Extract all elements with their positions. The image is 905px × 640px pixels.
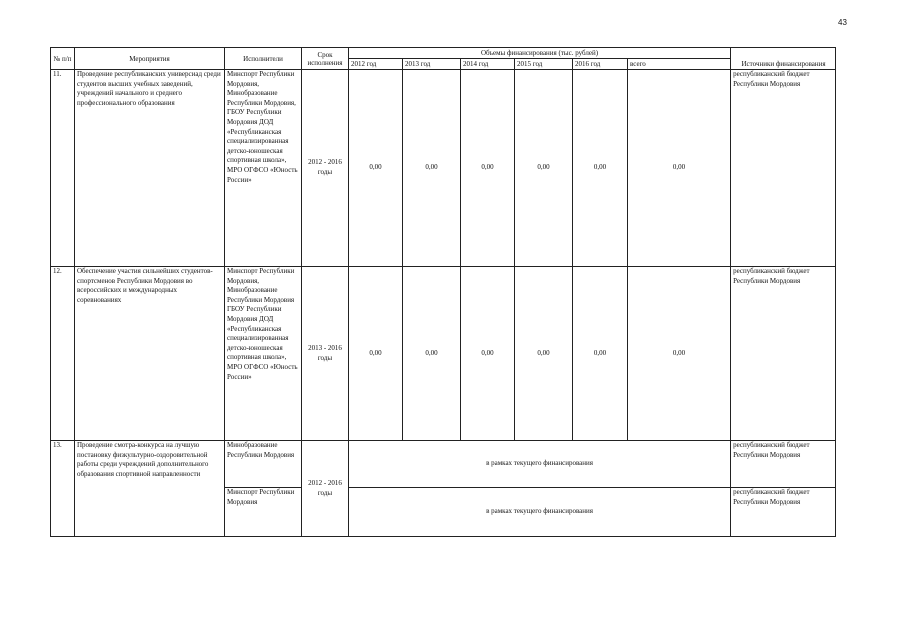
header-year-2014: 2014 год: [461, 59, 515, 70]
row-num: 13.: [51, 441, 75, 537]
header-row-1: [51, 48, 836, 59]
value-2015: 0,00: [515, 70, 573, 267]
funding-note: в рамках текущего финансирования: [349, 488, 731, 537]
value-2013: 0,00: [403, 70, 461, 267]
row-executors: Минспорт Республики Мордовия, Минобразование Республики Мордовия ГБОУ Республики Мордовия ДОД «Республиканская специализированная детско-юношеская спортивная школа», МРО ОГФСО «Юность России»: [225, 267, 302, 441]
value-2014: 0,00: [461, 70, 515, 267]
row-activity: Обеспечение участия сильнейших студентов-спортсменов Республики Мордовия во всероссийских и международных соревнованиях: [75, 267, 225, 441]
table-row: [51, 441, 836, 488]
header-year-2013: 2013 год: [403, 59, 461, 70]
value-2014: 0,00: [461, 267, 515, 441]
row-source: республиканский бюджет Республики Мордовия: [731, 70, 836, 267]
value-total: 0,00: [628, 267, 731, 441]
row-term: 2013 - 2016 годы: [302, 267, 349, 441]
value-2016: 0,00: [573, 267, 628, 441]
header-year-2012: 2012 год: [349, 59, 403, 70]
header-sources-top: [731, 48, 836, 59]
funding-table: [50, 47, 836, 537]
header-sources: Источники финансирования: [731, 59, 836, 70]
value-total: 0,00: [628, 70, 731, 267]
table-row: [51, 70, 836, 267]
row-source: республиканский бюджет Республики Мордовия: [731, 488, 836, 537]
value-2015: 0,00: [515, 267, 573, 441]
value-2016: 0,00: [573, 70, 628, 267]
table-row: [51, 267, 836, 441]
header-total: всего: [628, 59, 731, 70]
row-executors: Минспорт Республики Мордовия, Минобразование Республики Мордовия, ГБОУ Республики Мордовия ДОД «Республиканская специализированная детско-юношеская спортивная школа», МРО ОГФСО «Юность России»: [225, 70, 302, 267]
row-activity: Проведение республиканских универсиад среди студентов высших учебных заведений, учреждений начального и среднего профессионального образования: [75, 70, 225, 267]
header-funding-group: Объемы финансирования (тыс. рублей): [349, 48, 731, 59]
row-source: республиканский бюджет Республики Мордовия: [731, 267, 836, 441]
header-activity: Мероприятия: [75, 48, 225, 70]
value-2013: 0,00: [403, 267, 461, 441]
funding-note: в рамках текущего финансирования: [349, 441, 731, 488]
header-executors: Исполнители: [225, 48, 302, 70]
row-term: 2012 - 2016 годы: [302, 441, 349, 537]
value-2012: 0,00: [349, 70, 403, 267]
row-source: республиканский бюджет Республики Мордовия: [731, 441, 836, 488]
page-number: 43: [838, 18, 847, 27]
header-term: Срок исполнения: [302, 48, 349, 70]
header-year-2016: 2016 год: [573, 59, 628, 70]
row-num: 11.: [51, 70, 75, 267]
header-num: № п/п: [51, 48, 75, 70]
row-num: 12.: [51, 267, 75, 441]
header-year-2015: 2015 год: [515, 59, 573, 70]
row-executor: Минобразование Республики Мордовия: [225, 441, 302, 488]
row-activity: Проведение смотра-конкурса на лучшую постановку физкультурно-оздоровительной работы среди учреждений дополнительного образования спортивной направленности: [75, 441, 225, 537]
value-2012: 0,00: [349, 267, 403, 441]
row-term: 2012 - 2016 годы: [302, 70, 349, 267]
row-executor: Минспорт Республики Мордовия: [225, 488, 302, 537]
